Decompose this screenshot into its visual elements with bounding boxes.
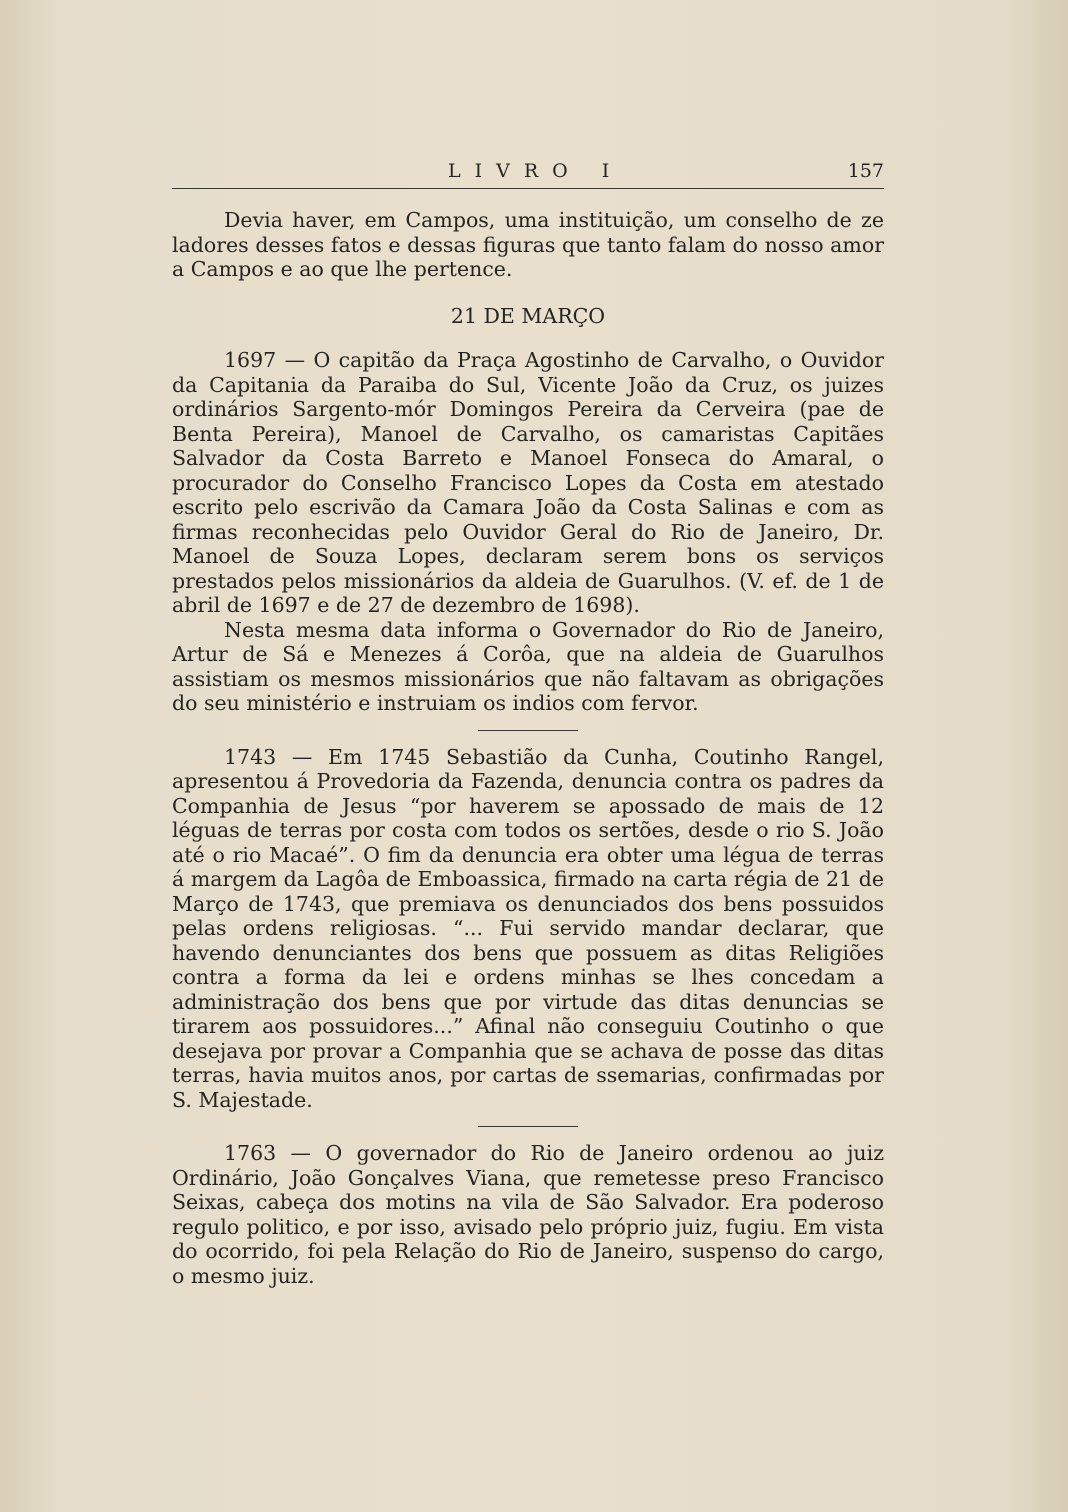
page-header xyxy=(172,158,884,189)
entry-1763-paragraph: 1763 — O governador do Rio de Janeiro ordenou ao juiz Ordinário, João Gonçalves Viana, que remetesse preso Francisco Seixas, cabeça dos motins na vila de São Salvador. Era poderoso regulo politico, e por isso, avisado pelo próprio juiz, fugiu. Em vista do ocorrido, foi pela Relação do Rio de Janeiro, suspenso do cargo, o mesmo juiz. xyxy=(172,1141,884,1288)
section-divider xyxy=(478,1126,578,1127)
body-text xyxy=(172,208,884,1288)
date-heading: 21 DE MARÇO xyxy=(450,303,606,328)
entry-1697-paragraph: 1697 — O capitão da Praça Agostinho de Carvalho, o Ouvidor da Capitania da Paraiba do Sul, Vicente João da Cruz, os juizes ordinários Sargento-mór Domingos Pereira da Cerveira (pae de Benta Pereira), Manoel de Carvalho, os camaristas Capitães Salvador da Costa Barreto e Manoel Fonseca do Amaral, o procurador do Conselho Francisco Lopes da Costa em atestado escrito pelo escrivão da Camara João da Costa Salinas e com as firmas reconhecidas pelo Ouvidor Geral do Rio de Janeiro, Dr. Manoel de Souza Lopes, declaram serem bons os serviços prestados pelos missionários da aldeia de Guarulhos. (V. ef. de 1 de abril de 1697 e de 27 de dezembro de 1698). xyxy=(172,348,884,617)
running-head: LIVRO I xyxy=(448,160,624,182)
intro-paragraph: Devia haver, em Campos, uma instituição, um conselho de ze ladores desses fatos e dessas figuras que tanto falam do nosso amor a Campos e ao que lhe pertence. xyxy=(172,208,884,281)
entry-1743-paragraph: 1743 — Em 1745 Sebastião da Cunha, Coutinho Rangel, apresentou á Provedoria da Fazenda, denuncia contra os padres da Companhia de Jesus “por haverem se apossado de mais de 12 léguas de terras por costa com todos os sertões, desde o rio S. João até o rio Macaé”. O fim da denuncia era obter uma légua de terras á margem da Lagôa de Emboassica, firmado na carta régia de 21 de Março de 1743, que premiava os denunciados dos bens possuidos pelas ordens religiosas. “... Fui servido mandar declarar, que havendo denunciantes dos bens que possuem as ditas Religiões contra a forma da lei e ordens minhas se lhes concedam a administração dos bens que por virtude das ditas denuncias se tirarem aos possuidores...” Afinal não conseguiu Coutinho o que desejava por provar a Companhia que se achava de posse das ditas terras, havia muitos anos, por cartas de ssemarias, confirmadas por S. Majestade. xyxy=(172,744,884,1112)
section-divider xyxy=(478,730,578,731)
page-number: 157 xyxy=(847,160,884,182)
entry-1697-second-paragraph: Nesta mesma data informa o Governador do Rio de Janeiro, Artur de Sá e Menezes á Corôa, que na aldeia de Guarulhos assistiam os mesmos missionários que não faltavam as obrigações do seu ministério e instruiam os indios com fervor. xyxy=(172,617,884,715)
